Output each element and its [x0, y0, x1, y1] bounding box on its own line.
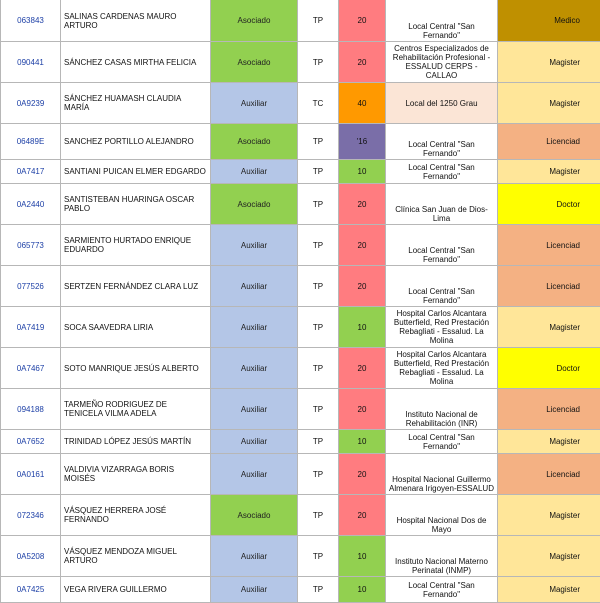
hours-cell: 20 — [339, 184, 386, 225]
teacher-name: VALDIVIA VIZARRAGA BORIS MOISÉS — [61, 454, 211, 495]
location-cell: Centros Especializados de Rehabilitación Profesional - ESSALUD CERPS - CALLAO — [386, 42, 498, 83]
table-row — [1, 454, 600, 495]
teacher-name: VEGA RIVERA GUILLERMO — [61, 577, 211, 603]
condition-cell: Auxiliar — [211, 225, 298, 266]
teacher-code: 065773 — [1, 225, 61, 266]
teacher-code: 077526 — [1, 266, 61, 307]
regime-cell: TP — [298, 42, 339, 83]
degree-cell: Licenciad — [498, 389, 600, 430]
degree-cell: Licenciad — [498, 124, 600, 160]
table-body — [1, 0, 600, 603]
teacher-code: 0A7652 — [1, 430, 61, 454]
location-cell: Instituto Nacional Materno Perinatal (INMP) — [386, 536, 498, 577]
location-cell: Local Central "San Fernando" — [386, 160, 498, 184]
hours-cell: 20 — [339, 266, 386, 307]
regime-cell: TP — [298, 495, 339, 536]
teacher-name: SOCA SAAVEDRA LIRIA — [61, 307, 211, 348]
condition-cell: Auxiliar — [211, 266, 298, 307]
condition-cell: Asociado — [211, 0, 298, 42]
regime-cell: TP — [298, 0, 339, 42]
hours-cell: 40 — [339, 83, 386, 124]
regime-cell: TP — [298, 124, 339, 160]
hours-cell: 10 — [339, 577, 386, 603]
location-cell: Local Central "San Fernando" — [386, 124, 498, 160]
degree-cell: Licenciad — [498, 454, 600, 495]
teacher-code: 090441 — [1, 42, 61, 83]
table-row — [1, 83, 600, 124]
table-row — [1, 348, 600, 389]
degree-cell: Doctor — [498, 348, 600, 389]
teacher-code: 0A7419 — [1, 307, 61, 348]
regime-cell: TP — [298, 160, 339, 184]
condition-cell: Auxiliar — [211, 160, 298, 184]
condition-cell: Asociado — [211, 184, 298, 225]
location-cell: Instituto Nacional de Rehabilitación (INR) — [386, 389, 498, 430]
degree-cell: Magister — [498, 577, 600, 603]
regime-cell: TP — [298, 454, 339, 495]
condition-cell: Auxiliar — [211, 577, 298, 603]
teacher-name: SERTZEN FERNÁNDEZ CLARA LUZ — [61, 266, 211, 307]
teacher-name: VÁSQUEZ HERRERA JOSÉ FERNANDO — [61, 495, 211, 536]
regime-cell: TP — [298, 225, 339, 266]
teacher-code: 0A0161 — [1, 454, 61, 495]
table-row — [1, 124, 600, 160]
degree-cell: Magister — [498, 307, 600, 348]
teacher-name: VÁSQUEZ MENDOZA MIGUEL ARTURO — [61, 536, 211, 577]
condition-cell: Auxiliar — [211, 536, 298, 577]
regime-cell: TP — [298, 266, 339, 307]
condition-cell: Auxiliar — [211, 389, 298, 430]
hours-cell: 20 — [339, 0, 386, 42]
teacher-name: SOTO MANRIQUE JESÚS ALBERTO — [61, 348, 211, 389]
hours-cell: 20 — [339, 42, 386, 83]
degree-cell: Medico — [498, 0, 600, 42]
degree-cell: Magister — [498, 83, 600, 124]
location-cell: Hospital Nacional Guillermo Almenara Irigoyen-ESSALUD — [386, 454, 498, 495]
location-cell: Local Central "San Fernando" — [386, 225, 498, 266]
hours-cell: 10 — [339, 307, 386, 348]
location-cell: Local Central "San Fernando" — [386, 577, 498, 603]
teacher-code: 0A2440 — [1, 184, 61, 225]
teacher-name: SANCHEZ PORTILLO ALEJANDRO — [61, 124, 211, 160]
table-row — [1, 577, 600, 603]
hours-cell: '16 — [339, 124, 386, 160]
degree-cell: Magister — [498, 430, 600, 454]
teacher-code: 063843 — [1, 0, 61, 42]
location-cell: Local Central "San Fernando" — [386, 266, 498, 307]
condition-cell: Asociado — [211, 42, 298, 83]
regime-cell: TP — [298, 430, 339, 454]
table-row — [1, 0, 600, 42]
degree-cell: Licenciad — [498, 225, 600, 266]
hours-cell: 10 — [339, 160, 386, 184]
table-row — [1, 536, 600, 577]
teacher-code: 0A5208 — [1, 536, 61, 577]
teacher-name: SÁNCHEZ HUAMASH CLAUDIA MARÍA — [61, 83, 211, 124]
degree-cell: Magister — [498, 536, 600, 577]
teacher-name: SÁNCHEZ CASAS MIRTHA FELICIA — [61, 42, 211, 83]
teacher-name: SARMIENTO HURTADO ENRIQUE EDUARDO — [61, 225, 211, 266]
regime-cell: TP — [298, 577, 339, 603]
hours-cell: 20 — [339, 389, 386, 430]
condition-cell: Auxiliar — [211, 307, 298, 348]
teacher-code: 0A9239 — [1, 83, 61, 124]
table-row — [1, 430, 600, 454]
table-row — [1, 225, 600, 266]
degree-cell: Magister — [498, 160, 600, 184]
teacher-code: 094188 — [1, 389, 61, 430]
location-cell: Local Central "San Fernando" — [386, 430, 498, 454]
table-row — [1, 389, 600, 430]
location-cell: Local del 1250 Grau — [386, 83, 498, 124]
hours-cell: 20 — [339, 225, 386, 266]
condition-cell: Asociado — [211, 124, 298, 160]
table-row — [1, 266, 600, 307]
hours-cell: 10 — [339, 430, 386, 454]
table-row — [1, 42, 600, 83]
condition-cell: Auxiliar — [211, 430, 298, 454]
teacher-code: 0A7417 — [1, 160, 61, 184]
location-cell: Hospital Carlos Alcantara Butterfield, Red Prestación Rebagliati - Essalud. La Molina — [386, 307, 498, 348]
degree-cell: Magister — [498, 42, 600, 83]
regime-cell: TC — [298, 83, 339, 124]
degree-cell: Magister — [498, 495, 600, 536]
table-row — [1, 307, 600, 348]
teacher-code: 0A7467 — [1, 348, 61, 389]
regime-cell: TP — [298, 348, 339, 389]
teacher-name: SANTIANI PUICAN ELMER EDGARDO — [61, 160, 211, 184]
condition-cell: Auxiliar — [211, 83, 298, 124]
teacher-name: TRINIDAD LÓPEZ JESÚS MARTÍN — [61, 430, 211, 454]
regime-cell: TP — [298, 184, 339, 225]
condition-cell: Asociado — [211, 495, 298, 536]
regime-cell: TP — [298, 389, 339, 430]
location-cell: Hospital Carlos Alcantara Butterfield, Red Prestación Rebagliati - Essalud. La Molina — [386, 348, 498, 389]
condition-cell: Auxiliar — [211, 348, 298, 389]
table-row — [1, 184, 600, 225]
hours-cell: 20 — [339, 495, 386, 536]
hours-cell: 20 — [339, 454, 386, 495]
teacher-name: SALINAS CARDENAS MAURO ARTURO — [61, 0, 211, 42]
degree-cell: Doctor — [498, 184, 600, 225]
condition-cell: Auxiliar — [211, 454, 298, 495]
hours-cell: 10 — [339, 536, 386, 577]
location-cell: Local Central "San Fernando" — [386, 0, 498, 42]
teacher-code: 072346 — [1, 495, 61, 536]
table-row — [1, 160, 600, 184]
regime-cell: TP — [298, 307, 339, 348]
teacher-code: 0A7425 — [1, 577, 61, 603]
hours-cell: 20 — [339, 348, 386, 389]
location-cell: Hospital Nacional Dos de Mayo — [386, 495, 498, 536]
degree-cell: Licenciad — [498, 266, 600, 307]
table-row — [1, 495, 600, 536]
location-cell: Clínica San Juan de Dios-Lima — [386, 184, 498, 225]
regime-cell: TP — [298, 536, 339, 577]
teacher-name: SANTISTEBAN HUARINGA OSCAR PABLO — [61, 184, 211, 225]
teacher-code: 06489E — [1, 124, 61, 160]
teacher-name: TARMEÑO RODRIGUEZ DE TENICELA VILMA ADELA — [61, 389, 211, 430]
